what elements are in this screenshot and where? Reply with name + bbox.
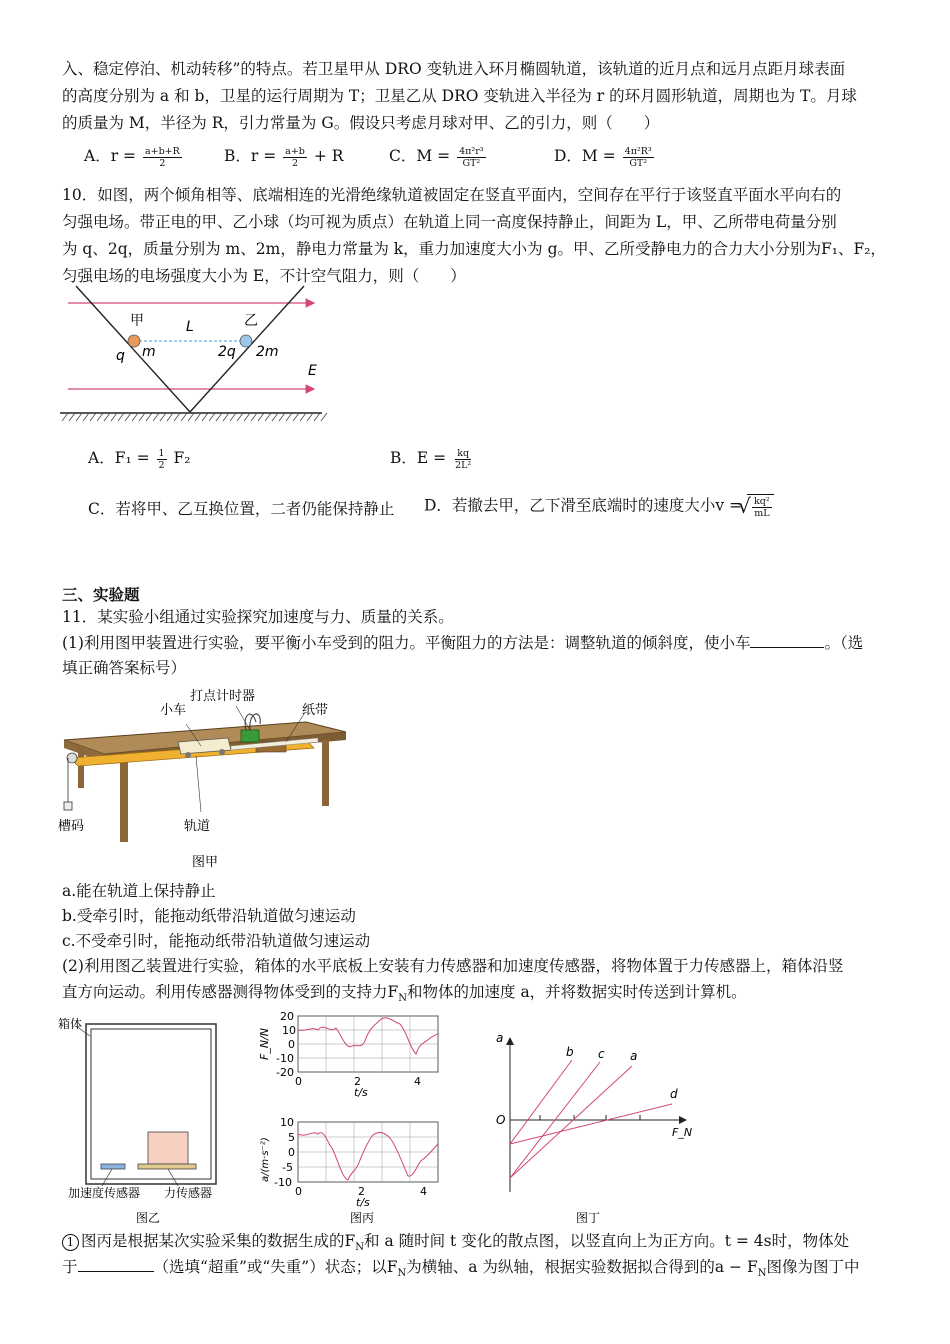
- fn-curve: [298, 1018, 438, 1054]
- hatch-mark: [153, 413, 159, 421]
- hatch-mark: [188, 413, 194, 421]
- label-weight: 槽码: [58, 819, 85, 834]
- q10-text-line4: 匀强电场的电场强度大小为 E，不计空气阻力，则（ ）: [62, 267, 466, 285]
- answer-blank-1[interactable]: [750, 633, 824, 648]
- hatch-mark: [293, 413, 299, 421]
- table-leg: [120, 762, 128, 842]
- hatch-mark: [167, 413, 173, 421]
- label-line-b: b: [566, 1045, 574, 1059]
- line-a: [510, 1066, 632, 1178]
- fig-bing: [254, 1010, 454, 1230]
- hatch-mark: [118, 413, 124, 421]
- hatch-mark: [139, 413, 145, 421]
- hatch-mark: [132, 413, 138, 421]
- hatch-mark: [125, 413, 131, 421]
- hatch-mark: [279, 413, 285, 421]
- label-axis-a: a: [496, 1031, 504, 1045]
- timer: [241, 730, 259, 742]
- hatch-mark: [62, 413, 68, 421]
- hatch-mark: [321, 413, 327, 421]
- q11-text-line7: 于 （选填“超重”或“失重”）状态；以$F_N$为横轴、a 为纵轴，根据实验数据拟合得到的$a - F_N$图像为图丁中: [62, 1258, 860, 1280]
- q11-text-line2: (1)利用图甲装置进行实验，要平衡小车受到的阻力。平衡阻力的方法是：调整轨道的倾斜度，使小车 。（选: [62, 634, 864, 652]
- acc-ylabel: a/(m·s⁻²): [260, 1137, 271, 1182]
- svg-text:0: 0: [295, 1075, 302, 1088]
- q11-text-line4: (2)利用图乙装置进行实验，箱体的水平底板上安装有力传感器和加速度传感器，将物体置于力传感器上，箱体沿竖: [62, 957, 844, 975]
- hatch-mark: [97, 413, 103, 421]
- svg-text:0: 0: [288, 1146, 295, 1159]
- q11-text-line6: 1 图丙是根据某次实验采集的数据生成的$F_N$和 a 随时间 t 变化的散点图，以竖直向上为正方向。t = 4s时，物体处: [62, 1230, 849, 1259]
- fn-xlabel: t/s: [354, 1086, 368, 1099]
- svg-text:4: 4: [414, 1075, 421, 1088]
- fn-plot: [258, 1010, 438, 1099]
- q11-text-line3: 填正确答案标号）: [62, 659, 187, 677]
- hatch-mark: [181, 413, 187, 421]
- hatch-mark: [195, 413, 201, 421]
- q9-option-b[interactable]: B．r = $\frac{a+b}{2}$ + R: [224, 145, 344, 169]
- label-axis-fn: F_N: [672, 1126, 693, 1139]
- svg-text:2: 2: [358, 1185, 365, 1198]
- q9-option-d[interactable]: D．M = $\frac{\text{4π²R³}}{\text{GT²}}$: [554, 145, 652, 169]
- hatch-mark: [174, 413, 180, 421]
- caption-ding: 图丁: [576, 1211, 601, 1225]
- label-cart: 小车: [160, 703, 187, 718]
- label-m: m: [142, 344, 156, 360]
- svg-text:2: 2: [354, 1075, 361, 1088]
- q9-text-line3: 的质量为 M，半径为 R，引力常量为 G。假设只考虑月球对甲、乙的引力，则（ ）: [62, 114, 660, 132]
- hatch-mark: [104, 413, 110, 421]
- hatch-mark: [286, 413, 292, 421]
- q11-option-a[interactable]: a.能在轨道上保持静止: [62, 882, 216, 900]
- q11-text-line1: 11．某实验小组通过实验探究加速度与力、质量的关系。: [62, 608, 454, 626]
- q10-text-line3: 为 q、2q，质量分别为 m、2m，静电力常量为 k，重力加速度大小为 g。甲、乙所受静电力的合力大小分别为F₁、F₂，: [62, 240, 886, 258]
- q10-option-b[interactable]: B．E = $\frac{kq}{\text{2L²}}$: [390, 447, 472, 471]
- q10-option-d[interactable]: D．若撤去甲，乙下滑至底端时的速度大小v = √ $\frac{\text{kq²}}{mL}$: [424, 494, 774, 519]
- object: [148, 1132, 188, 1164]
- hatch-mark: [216, 413, 222, 421]
- hatch-mark: [90, 413, 96, 421]
- label-line-c: c: [598, 1047, 605, 1061]
- hatch-mark: [69, 413, 75, 421]
- label-acc-sensor: 加速度传感器: [68, 1186, 141, 1200]
- svg-text:10: 10: [280, 1116, 294, 1129]
- caption-bing: 图丙: [350, 1211, 375, 1225]
- q9-option-c[interactable]: C．M = $\frac{\text{4π²r³}}{\text{GT²}}$: [389, 145, 484, 169]
- q10-option-a[interactable]: A．F₁ = $\frac{1}{2}$ F₂: [88, 447, 191, 471]
- hatch-mark: [83, 413, 89, 421]
- hatch-mark: [265, 413, 271, 421]
- acc-xlabel: t/s: [356, 1196, 370, 1209]
- right-track: [190, 286, 304, 412]
- force-sensor: [138, 1164, 196, 1169]
- fig-jia: [56, 684, 356, 879]
- hatch-mark: [209, 413, 215, 421]
- q11-option-c[interactable]: c.不受牵引时，能拖动纸带沿轨道做匀速运动: [62, 932, 371, 950]
- line-d: [510, 1104, 672, 1144]
- label-force-sensor: 力传感器: [164, 1186, 213, 1200]
- label-track: 轨道: [184, 819, 211, 834]
- label-line-a: a: [630, 1049, 638, 1063]
- svg-text:-20: -20: [276, 1066, 294, 1079]
- hatch-mark: [202, 413, 208, 421]
- hatch-mark: [272, 413, 278, 421]
- q11-text-line5: 直方向运动。利用传感器测得物体受到的支持力$F_N$和物体的加速度 a，并将数据实时传送到计算机。: [62, 983, 747, 1005]
- q9-option-a[interactable]: A．r = $\frac{a+b+R}{2}$: [84, 145, 180, 169]
- hatch-mark: [244, 413, 250, 421]
- label-origin: O: [496, 1113, 506, 1127]
- left-track: [76, 286, 190, 412]
- svg-text:-10: -10: [274, 1176, 292, 1189]
- caption-yi: 图乙: [136, 1211, 161, 1225]
- svg-text:4: 4: [420, 1185, 427, 1198]
- hatch-mark: [160, 413, 166, 421]
- label-2m: 2m: [256, 344, 279, 360]
- q10-option-c[interactable]: C．若将甲、乙互换位置，二者仍能保持静止: [88, 500, 395, 518]
- hatch-mark: [258, 413, 264, 421]
- label-2q: 2q: [218, 344, 236, 360]
- label-line-d: d: [670, 1087, 678, 1101]
- label-L: L: [186, 319, 194, 335]
- svg-text:0: 0: [288, 1038, 295, 1051]
- hatch-mark: [76, 413, 82, 421]
- label-box: 箱体: [58, 1017, 83, 1031]
- label-E: E: [308, 363, 317, 379]
- hatch-mark: [237, 413, 243, 421]
- svg-text:10: 10: [282, 1024, 296, 1037]
- caption-jia: 图甲: [192, 855, 219, 870]
- ball-yi: [240, 335, 252, 347]
- hanging-weight: [64, 802, 72, 810]
- q9-text-line2: 的高度分别为 a 和 b，卫星的运行周期为 T；卫星乙从 DRO 变轨进入半径为 r 的环月圆形轨道，周期也为 T。月球: [62, 87, 857, 105]
- ball-jia: [128, 335, 140, 347]
- hatch-mark: [314, 413, 320, 421]
- hatch-mark: [251, 413, 257, 421]
- hatch-mark: [146, 413, 152, 421]
- label-jia: 甲: [130, 313, 144, 329]
- label-timer: 打点计时器: [190, 689, 256, 704]
- svg-text:5: 5: [288, 1131, 295, 1144]
- q10-text-line1: 10．如图，两个倾角相等、底端相连的光滑绝缘轨道被固定在竖直平面内，空间存在平行于该竖直平面水平向右的: [62, 186, 842, 204]
- acc-curve: [298, 1132, 438, 1180]
- section-title: 三、实验题: [62, 585, 140, 604]
- hatch-mark: [223, 413, 229, 421]
- svg-text:0: 0: [295, 1185, 302, 1198]
- hatch-mark: [307, 413, 313, 421]
- q10-figure: [56, 284, 336, 434]
- acc-sensor: [101, 1164, 125, 1169]
- label-yi: 乙: [244, 313, 258, 329]
- hatch-mark: [111, 413, 117, 421]
- label-tape: 纸带: [302, 703, 329, 718]
- svg-text:-10: -10: [276, 1052, 294, 1065]
- answer-blank-2[interactable]: [78, 1257, 154, 1272]
- svg-text:20: 20: [280, 1010, 294, 1023]
- fig-yi: [56, 1010, 236, 1230]
- hatch-mark: [300, 413, 306, 421]
- label-q: q: [116, 348, 125, 364]
- ground-hatch: [62, 413, 327, 421]
- q11-option-b[interactable]: b.受牵引时，能拖动纸带沿轨道做匀速运动: [62, 907, 356, 925]
- svg-text:-5: -5: [282, 1161, 293, 1174]
- q10-text-line2: 匀强电场。带正电的甲、乙小球（均可视为质点）在轨道上同一高度保持静止，间距为 L，甲、乙所带电荷量分别: [62, 213, 837, 231]
- fig-ding: [490, 1026, 700, 1230]
- acc-plot: [260, 1116, 438, 1209]
- q9-text-line1: 入、稳定停泊、机动转移”的特点。若卫星甲从 DRO 变轨进入环月椭圆轨道，该轨道的近月点和远月点距月球表面: [62, 60, 846, 78]
- fn-ylabel: F_N/N: [258, 1028, 271, 1060]
- hatch-mark: [230, 413, 236, 421]
